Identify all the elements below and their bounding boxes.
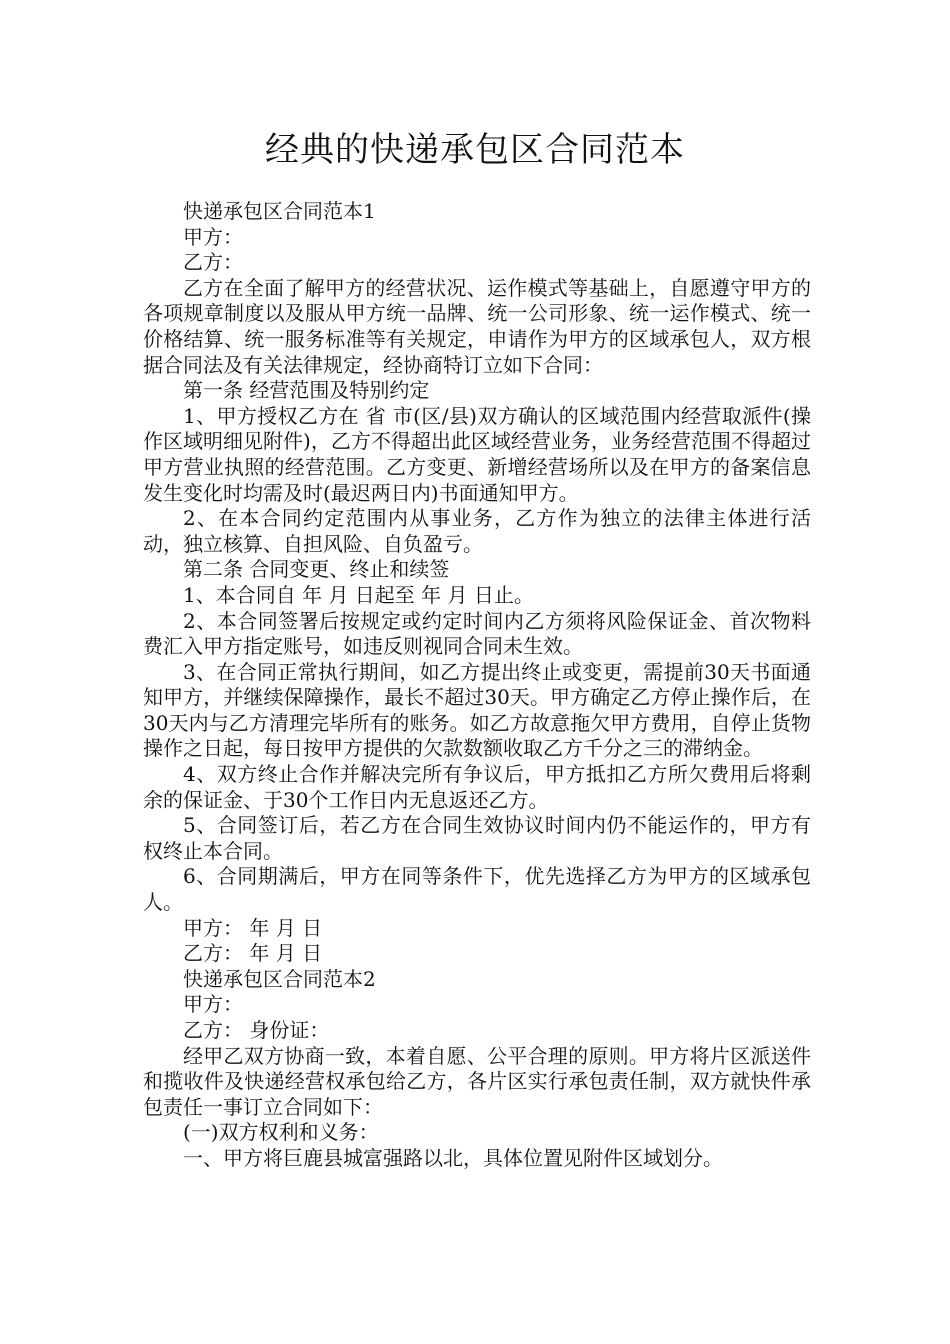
party-b-signature-date: 乙方： 年 月 日 — [183, 941, 323, 966]
party-a-signature-date: 甲方： 年 月 日 — [183, 915, 323, 940]
document-title: 经典的快递承包区合同范本 — [265, 130, 685, 170]
party-a-line-2: 甲方： — [183, 992, 243, 1017]
clause-1-2: 2、在本合同约定范围内从事业务，乙方作为独立的法律主体进行活动，独立核算、自担风险、自负盈亏。 — [143, 506, 811, 556]
clause-2-3: 3、在合同正常执行期间，如乙方提出终止或变更，需提前30天书面通知甲方，并继续保障操作，最长不超过30天。甲方确定乙方停止操作后，在30天内与乙方清理完毕所有的账务。如乙方故意拖欠甲方费用，自停止货物操作之日起，每日按甲方提供的欠款数额收取乙方千分之三的滞纳金。 — [143, 659, 811, 761]
article-1-heading: 第一条 经营范围及特别约定 — [183, 378, 430, 403]
party-a-line: 甲方： — [183, 224, 243, 249]
document-body — [143, 199, 811, 1172]
preamble-paragraph: 乙方在全面了解甲方的经营状况、运作模式等基础上，自愿遵守甲方的各项规章制度以及服从甲方统一品牌、统一公司形象、统一运作模式、统一价格结算、统一服务标准等有关规定，申请作为甲方的区域承包人，双方根据合同法及有关法律规定，经协商特订立如下合同： — [143, 275, 811, 377]
clause-1-1: 1、甲方授权乙方在 省 市(区/县)双方确认的区域范围内经营取派件(操作区域明细见附件)，乙方不得超出此区域经营业务，业务经营范围不得超过甲方营业执照的经营范围。乙方变更、新增经营场所以及在甲方的备案信息发生变化时均需及时(最迟两日内)书面通知甲方。 — [143, 403, 811, 505]
clause-2-1: 1、本合同自 年 月 日起至 年 月 日止。 — [183, 582, 534, 607]
party-b-line: 乙方： — [183, 250, 243, 275]
preamble-paragraph-2: 经甲乙双方协商一致，本着自愿、公平合理的原则。甲方将片区派送件和揽收件及快递经营权承包给乙方，各片区实行承包责任制，双方就快件承包责任一事订立合同如下： — [143, 1043, 811, 1119]
clause-2-6: 6、合同期满后，甲方在同等条件下，优先选择乙方为甲方的区域承包人。 — [143, 864, 811, 915]
article-2-heading: 第二条 合同变更、终止和续签 — [183, 557, 450, 582]
clause-2-2: 2、本合同签署后按规定或约定时间内乙方须将风险保证金、首次物料费汇入甲方指定账号，如违反则视同合同未生效。 — [143, 608, 811, 659]
section-heading-2: 快递承包区合同范本2 — [183, 966, 376, 991]
clause-2-4: 4、双方终止合作并解决完所有争议后，甲方抵扣乙方所欠费用后将剩余的保证金、于30个工作日内无息返还乙方。 — [143, 762, 811, 812]
party-b-id-line: 乙方： 身份证： — [183, 1018, 330, 1042]
clause-2-5: 5、合同签订后，若乙方在合同生效协议时间内仍不能运作的，甲方有权终止本合同。 — [143, 813, 811, 863]
rights-obligations-heading: (一)双方权利和义务： — [183, 1120, 379, 1145]
section-heading-1: 快递承包区合同范本1 — [183, 199, 376, 223]
clause-2-item-1: 一、甲方将巨鹿县城富强路以北，具体位置见附件区域划分。 — [183, 1145, 723, 1170]
